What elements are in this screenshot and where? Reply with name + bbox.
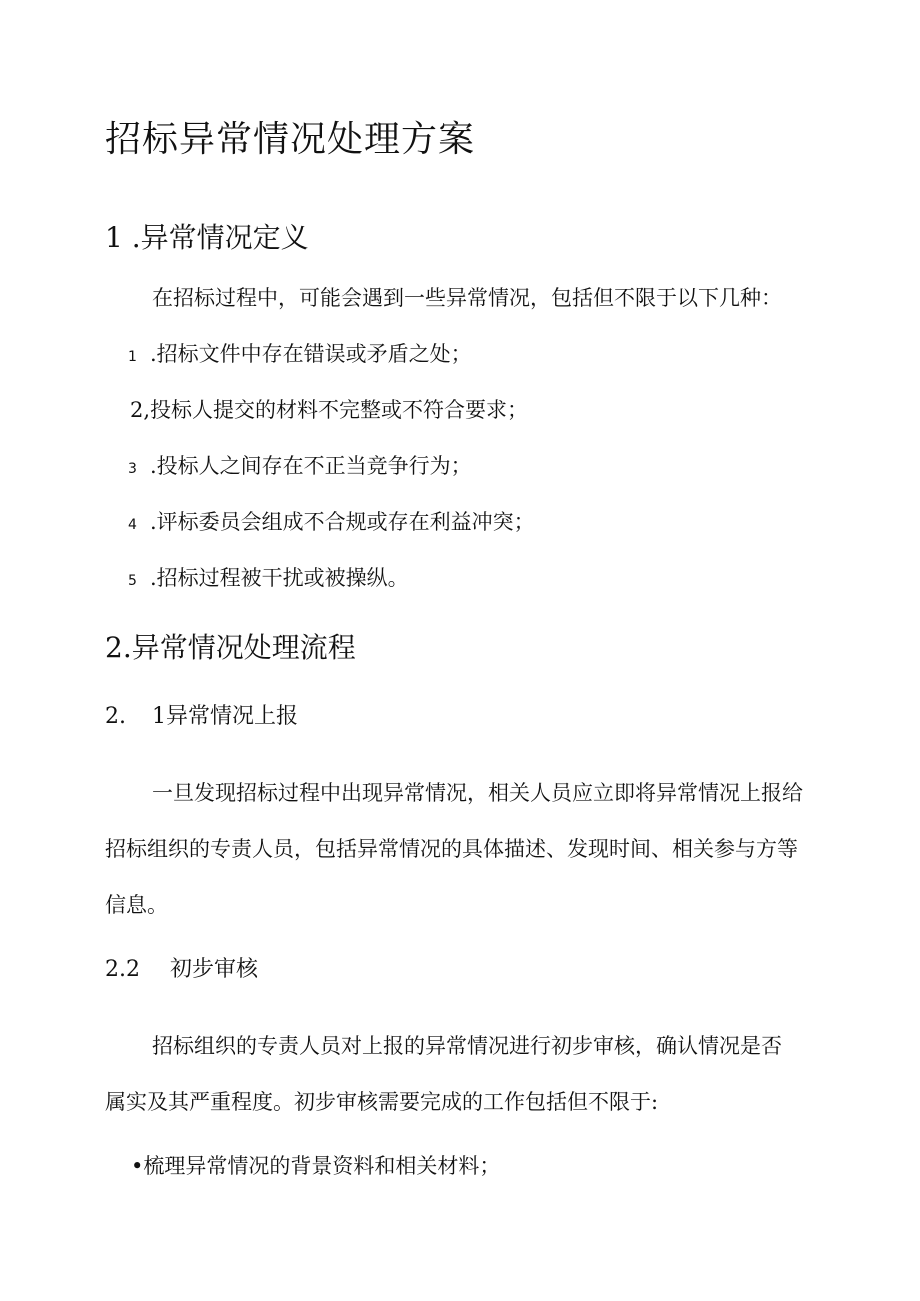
list-item-text: .投标人之间存在不正当竞争行为； [150,454,472,478]
subsection-title: 1异常情况上报 [152,704,298,729]
list-item [130,394,528,426]
list-item [128,562,409,597]
paragraph-line: 招标组织的专责人员对上报的异常情况进行初步审核，确认情况是否 [152,1034,782,1058]
section-2-heading: 2.异常情况处理流程 [105,631,356,664]
bullet-item: •梳理异常情况的背景资料和相关材料； [131,1154,501,1178]
paragraph-line: 一旦发现招标过程中出现异常情况，相关人员应立即将异常情况上报给 [152,781,803,805]
paragraph-line: 信息。 [105,893,168,917]
list-item-number: 4 [128,517,137,533]
list-item-text: .招标过程被干扰或被操纵。 [150,566,409,590]
list-item [128,338,472,373]
subsection-title: 初步审核 [170,957,259,982]
subsection-number: 2.2 [105,957,140,982]
list-item [128,450,472,485]
subsection-2-2-heading [105,954,258,986]
list-item-text: .招标文件中存在错误或矛盾之处； [150,342,472,366]
paragraph-line: 属实及其严重程度。初步审核需要完成的工作包括但不限于: [105,1090,659,1114]
list-item-text: 2,投标人提交的材料不完整或不符合要求； [130,398,529,422]
list-item-number: 3 [128,461,137,477]
list-item-number: 5 [128,573,137,589]
section-1-intro: 在招标过程中，可能会遇到一些异常情况，包括但不限于以下几种： [152,286,782,310]
section-1-heading: 1 .异常情况定义 [105,221,309,254]
list-item-text: .评标委员会组成不合规或存在利益冲突； [150,510,535,534]
document-title: 招标异常情况处理方案 [105,119,476,160]
subsection-2-1-heading [105,701,298,733]
paragraph-line: 招标组织的专责人员，包括异常情况的具体描述、发现时间、相关参与方等 [105,837,798,861]
subsection-number: 2. [105,704,126,729]
list-item [128,506,535,541]
list-item-number: 1 [128,349,137,365]
